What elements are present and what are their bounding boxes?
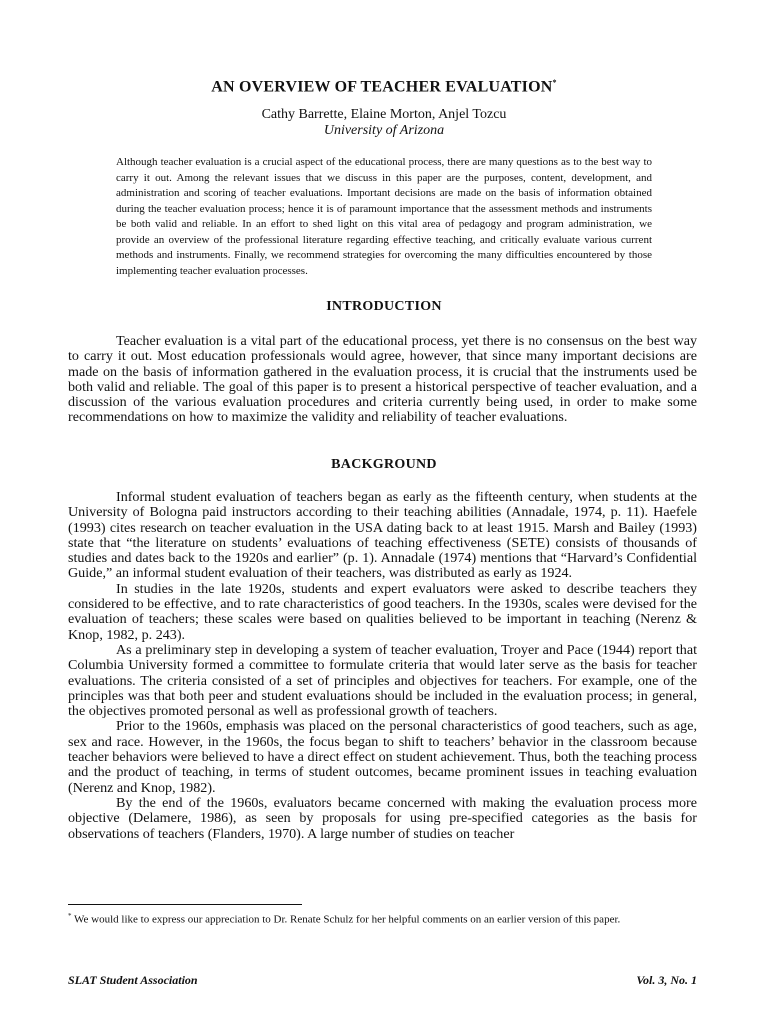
footer-journal: SLAT Student Association <box>68 973 198 987</box>
section-heading-introduction: INTRODUCTION <box>326 299 442 314</box>
introduction-paragraph: Teacher evaluation is a vital part of the educational process, yet there is no consensus on the best way to carry it out. Most education professionals would agree, however, that since many important decisions are made on the basis of information gathered in the evaluation process, it is crucial that the instruments used be both valid and reliable. The goal of this paper is to present a historical perspective of teacher evaluation, and a discussion of the various evaluation procedures and criteria currently being used, in order to make some recommendations on how to maximize the validity and reliability of teacher evaluations. <box>68 333 697 426</box>
footnote-mark: * <box>68 912 72 920</box>
background-paragraph: By the end of the 1960s, evaluators became concerned with making the evaluation process more objective (Delamere, 1986), as seen by proposals for using pre-specified categories as the basis for observations of teachers (Flanders, 1970). A large number of studies on teacher <box>68 794 697 842</box>
introduction-body <box>68 334 697 426</box>
title-text: AN OVERVIEW OF TEACHER EVALUATION <box>211 78 553 96</box>
footnote-divider <box>68 904 302 905</box>
section-heading-background: BACKGROUND <box>331 457 437 472</box>
background-paragraph: Prior to the 1960s, emphasis was placed on the personal characteristics of good teachers, such as age, sex and race. However, in the 1960s, the focus began to shift to teachers’ behavior in the classroom because teacher behaviors were believed to have a direct effect on student achievement. Thus, both the teaching process and the product of teaching, in terms of student outcomes, became prominent issues in teaching evaluation (Nerenz and Knop, 1982). <box>68 718 697 796</box>
background-paragraph: In studies in the late 1920s, students and expert evaluators were asked to describe teachers they considered to be effective, and to rate characteristics of good teachers. In the 1930s, scales were devised for the evaluation of teachers; these scales were based on qualities believed to be important in teaching (Nerenz & Knop, 1982, p. 243). <box>68 580 697 643</box>
author-list: Cathy Barrette, Elaine Morton, Anjel Tozcu <box>261 107 507 122</box>
author-affiliation: University of Arizona <box>323 123 445 138</box>
background-paragraph: As a preliminary step in developing a system of teacher evaluation, Troyer and Pace (1944) report that Columbia University formed a committee to formulate criteria that would later serve as the basis for teacher evaluations. The criteria consisted of a set of principles and objectives for teachers. For example, one of the principles was that both peer and student evaluations should be included in the evaluation process; in general, the objectives promoted personal as well as professional growth of teachers. <box>68 641 697 720</box>
abstract: Although teacher evaluation is a crucial aspect of the educational process, there are many questions as to the best way to carry it out. Among the relevant issues that we discuss in this paper are the purposes, content, development, and administration and scoring of teacher evaluations. Important decisions are made on the basis of information obtained during the teacher evaluation process; hence it is of paramount importance that the assessment methods and instruments be both valid and reliable. In an effort to shed light on this vital area of pedagogy and program administration, we provide an overview of the professional literature regarding effective teaching, and critically evaluate various current methods and instruments. Finally, we recommend strategies for overcoming the many difficulties encountered by those implementing teacher evaluation processes. <box>116 156 652 277</box>
footer-volume: Vol. 3, No. 1 <box>636 973 697 987</box>
background-body <box>68 490 697 842</box>
background-paragraph: Informal student evaluation of teachers began as early as the fifteenth century, when students at the University of Bologna paid instructors according to their teaching abilities (Annadale, 1974, p. 11). Haefele (1993) cites research on teacher evaluation in the USA dating back to at least 1915. Marsh and Bailey (1993) state that “the literature on students’ evaluations of teaching effectiveness (SETE) consists of thousands of studies and dates back to the 1920s and earlier” (p. 1). Annadale (1974) mentions that “Harvard’s Confidential Guide,” an informal student evaluation of their teachers, was distributed as early as 1924. <box>68 489 697 582</box>
title-footnote-mark: * <box>552 78 557 87</box>
paper-title <box>0 78 768 96</box>
footnote-text: We would like to express our appreciation to Dr. Renate Schulz for her helpful comments on an earlier version of this paper. <box>71 913 621 926</box>
footnote <box>68 909 697 928</box>
